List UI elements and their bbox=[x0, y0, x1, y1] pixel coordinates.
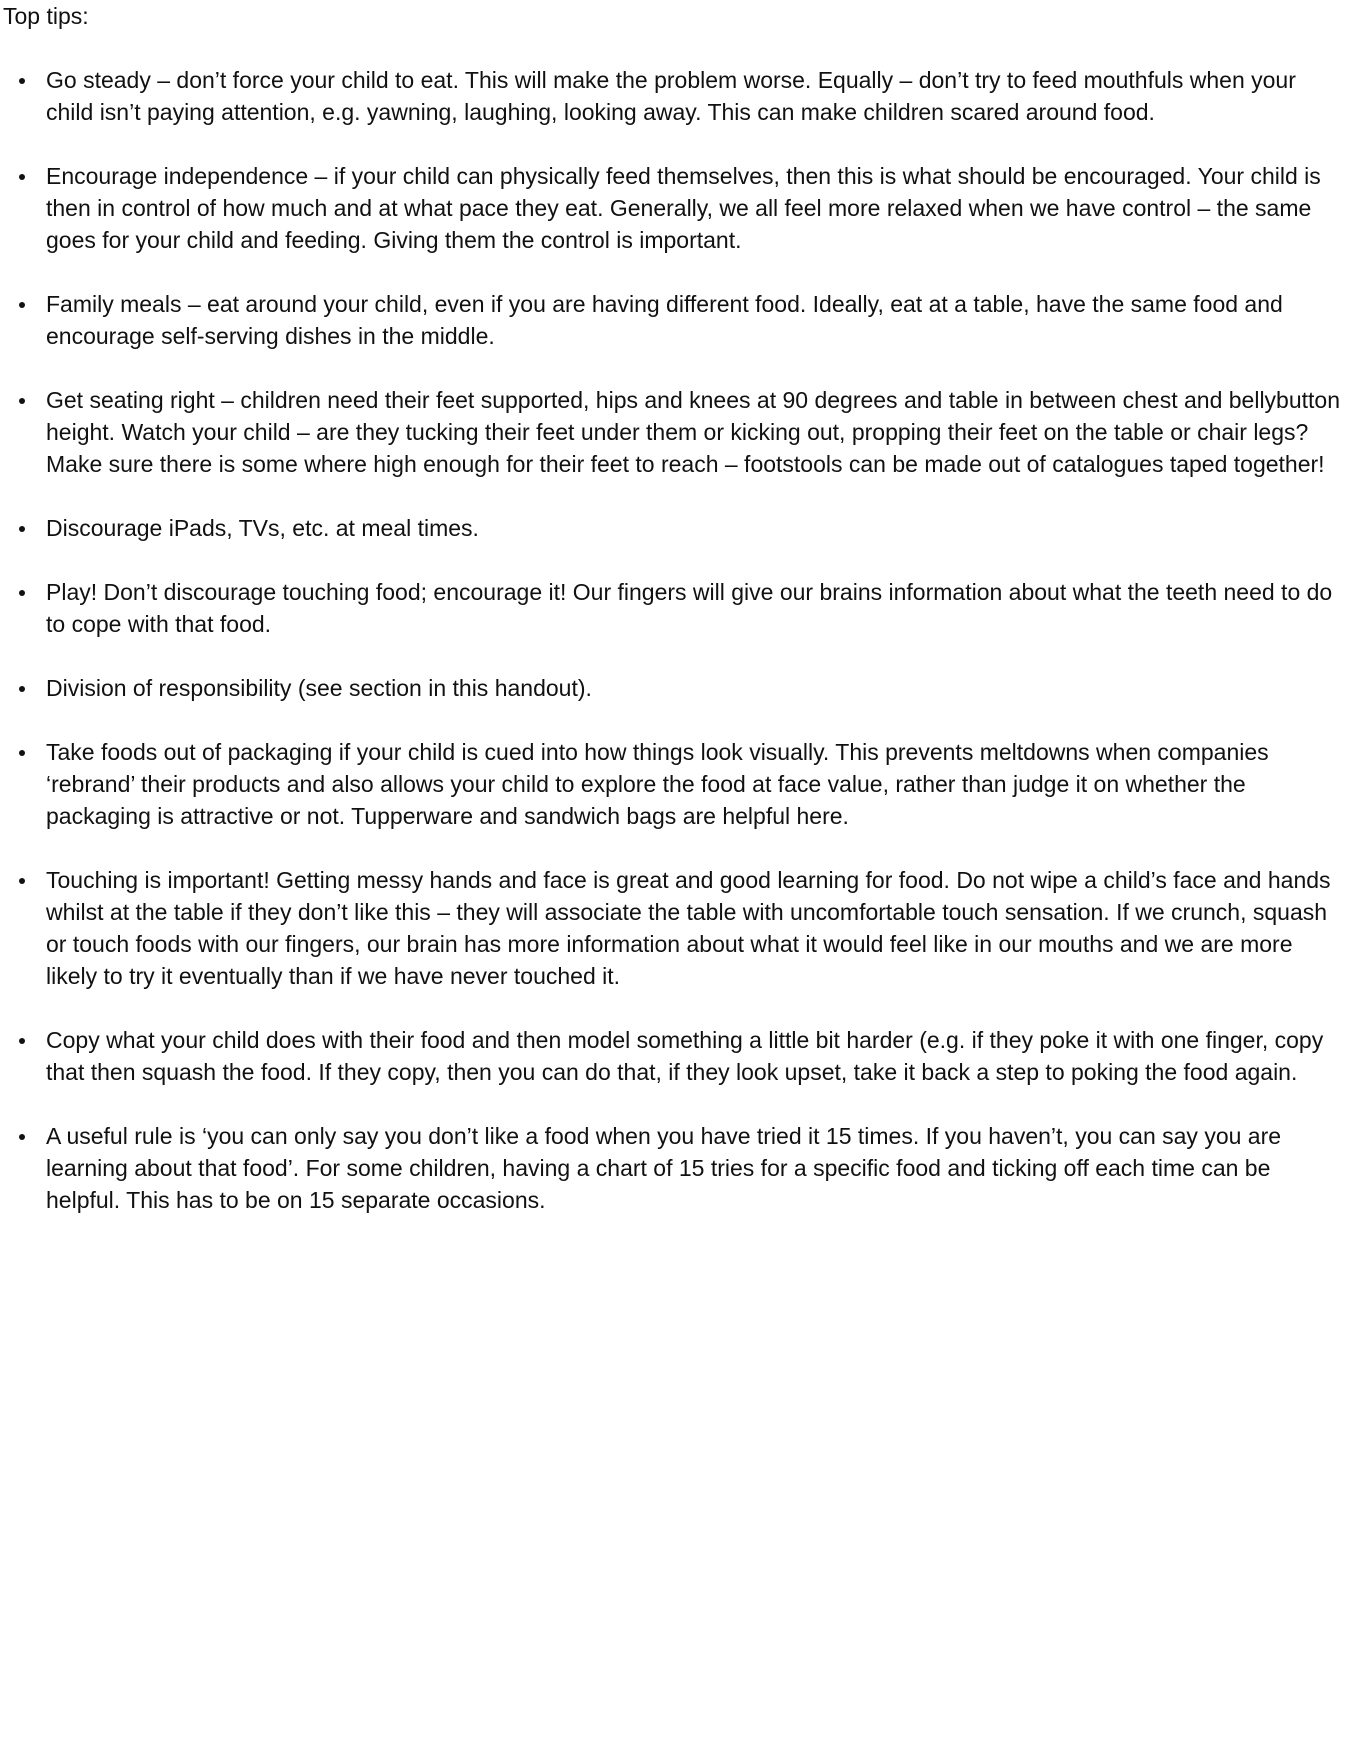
bullet-icon bbox=[19, 750, 25, 756]
list-item bbox=[3, 1120, 1345, 1216]
list-item-text: Encourage independence – if your child can physically feed themselves, then this is what should be encouraged. Your child is then in control of how much and at what pace they eat. Generally, we all feel more relaxed when we have control – the same goes for your child and feeding. Giving them the control is important. bbox=[46, 163, 1321, 253]
bullet-icon bbox=[19, 174, 25, 180]
list-item-text: Copy what your child does with their food and then model something a little bit harder (e.g. if they poke it with one finger, copy that then squash the food. If they copy, then you can do that, if they look upset, take it back a step to poking the food again. bbox=[46, 1027, 1324, 1085]
bullet-icon bbox=[19, 878, 25, 884]
bullet-icon bbox=[19, 1038, 25, 1044]
bullet-icon bbox=[19, 686, 25, 692]
list-item-text: Take foods out of packaging if your child is cued into how things look visually. This prevents meltdowns when companies ‘rebrand’ their products and also allows your child to explore the food at face value, rather than judge it on whether the packaging is attractive or not. Tupperware and sandwich bags are helpful here. bbox=[46, 739, 1269, 829]
list-item bbox=[3, 384, 1345, 480]
list-item-text: Go steady – don’t force your child to eat. This will make the problem worse. Equally – don’t try to feed mouthfuls when your child isn’t paying attention, e.g. yawning, laughing, looking away. This can make children scared around food. bbox=[46, 67, 1296, 125]
list-item-text: Play! Don’t discourage touching food; encourage it! Our fingers will give our brains information about what the teeth need to do to cope with that food. bbox=[46, 579, 1333, 637]
list-item bbox=[3, 576, 1345, 640]
bullet-icon bbox=[19, 590, 25, 596]
list-item-text: Division of responsibility (see section in this handout). bbox=[46, 675, 592, 701]
document-page bbox=[3, 0, 1345, 1248]
list-item bbox=[3, 512, 1345, 544]
list-item-text: Get seating right – children need their feet supported, hips and knees at 90 degrees and table in between chest and bellybutton height. Watch your child – are they tucking their feet under them or kicking out, propping their feet on the table or chair legs? Make sure there is some where high enough for their feet to reach – footstools can be made out of catalogues taped together! bbox=[46, 387, 1340, 477]
bullet-icon bbox=[19, 302, 25, 308]
list-item-text: Discourage iPads, TVs, etc. at meal times. bbox=[46, 515, 479, 541]
list-item bbox=[3, 1024, 1345, 1088]
list-item bbox=[3, 288, 1345, 352]
bullet-icon bbox=[19, 1134, 25, 1140]
list-item bbox=[3, 864, 1345, 992]
list-item bbox=[3, 736, 1345, 832]
list-item bbox=[3, 64, 1345, 128]
list-item-text: A useful rule is ‘you can only say you don’t like a food when you have tried it 15 times. If you haven’t, you can say you are learning about that food’. For some children, having a chart of 15 tries for a specific food and ticking off each time can be helpful. This has to be on 15 separate occasions. bbox=[46, 1123, 1282, 1213]
list-item-text: Family meals – eat around your child, even if you are having different food. Ideally, eat at a table, have the same food and encourage self-serving dishes in the middle. bbox=[46, 291, 1283, 349]
bullet-icon bbox=[19, 78, 25, 84]
bullet-icon bbox=[19, 398, 25, 404]
list-item bbox=[3, 160, 1345, 256]
page-heading: Top tips: bbox=[3, 3, 89, 29]
list-item bbox=[3, 672, 1345, 704]
list-item-text: Touching is important! Getting messy hands and face is great and good learning for food. Do not wipe a child’s face and hands whilst at the table if they don’t like this – they will associate the table with uncomfortable touch sensation. If we crunch, squash or touch foods with our fingers, our brain has more information about what it would feel like in our mouths and we are more likely to try it eventually than if we have never touched it. bbox=[46, 867, 1331, 989]
tips-list bbox=[3, 64, 1345, 1216]
bullet-icon bbox=[19, 526, 25, 532]
